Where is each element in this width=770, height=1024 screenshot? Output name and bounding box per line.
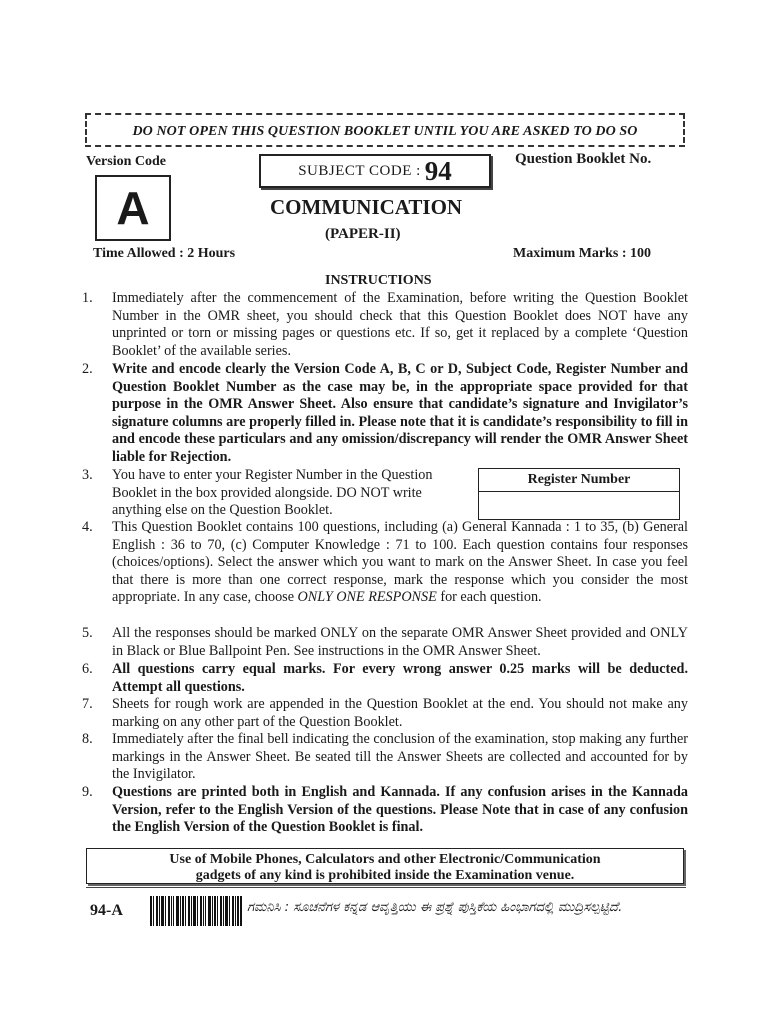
instruction-number: 8. [82,731,93,747]
instruction-item [82,290,688,360]
instruction-item [82,696,688,731]
instructions-heading: INSTRUCTIONS [325,273,432,288]
subject-code-label: SUBJECT CODE : [298,162,421,179]
instruction-item [82,519,688,607]
instruction-number: 2. [82,361,93,377]
warning-banner [85,113,685,147]
instruction-text: All the responses should be marked ONLY on the separate OMR Answer Sheet provided and ONLY in Black or Blue Ballpoint Pen. See instructions in the OMR Answer Sheet. [112,625,688,659]
instruction-number: 4. [82,519,93,535]
instruction-emphasis: ONLY ONE RESPONSE [297,589,437,606]
instruction-item [82,661,688,696]
instruction-item [82,361,688,467]
instruction-text: All questions carry equal marks. For every wrong answer 0.25 marks will be deducted. Attempt all questions. [112,661,688,695]
maximum-marks: Maximum Marks : 100 [513,246,652,261]
version-code-box: A [95,175,171,241]
barcode-icon [150,896,242,926]
mobile-phone-notice [86,848,684,884]
instruction-number: 6. [82,661,93,677]
subject-code-value: 94 [424,155,452,186]
page-subtitle: (PAPER-II) [325,226,401,242]
page-title: COMMUNICATION [270,195,463,219]
instruction-item [82,625,688,660]
instruction-text: Sheets for rough work are appended in the Question Booklet at the end. You should not make any marking on any other part of the Question Booklet. [112,696,688,730]
instruction-text: Immediately after the final bell indicating the conclusion of the examination, stop making any further markings in the Answer Sheet. Be seated till the Answer Sheets are collected and accounted for by the Invigilator. [112,731,688,783]
footer-divider [86,887,686,888]
instruction-text: Write and encode clearly the Version Code A, B, C or D, Subject Code, Register Number and Question Booklet Number as the case may be, in the appropriate space provided for that purpose in the OMR Answer Sheet. Also ensure that candidate’s signature and Invigilator’s signature columns are properly filled in. Please note that it is candidate’s responsibility to fill in and encode these particulars and any omission/discrepancy will render the OMR Answer Sheet liable for Rejection. [112,361,688,465]
time-allowed: Time Allowed : 2 Hours [93,246,236,261]
instruction-text: This Question Booklet contains 100 questions, including (a) General Kannada : 1 to 35, (b) General English : 36 to 70, (c) Computer Knowledge : 71 to 100. Each question contains four responses (choices/options). Select the answer which you want to mark on the Answer Sheet. In case you feel that there is more than one correct response, mark the response which you consider the most appropriate. In any case, choose [112,519,688,606]
instruction-number: 5. [82,625,93,641]
footer-booklet-code: 94-A [90,902,123,919]
instruction-item [82,731,688,784]
kannada-version-note: ಗಮನಿಸಿ : ಸೂಚನೆಗಳ ಕನ್ನಡ ಆವೃತ್ತಿಯು ಈ ಪ್ರಶ್ನೆ ಪುಸ್ತಿಕೆಯ ಹಿಂಭಾಗದಲ್ಲಿ ಮುದ್ರಿಸಲ್ಪಟ್ಟಿದೆ. [247,900,623,915]
register-number-label: Register Number [479,469,679,492]
instruction-number: 9. [82,784,93,800]
instruction-text: Immediately after the commencement of the Examination, before writing the Question Booklet Number in the OMR sheet, you should check that this Question Booklet does NOT have any unprinted or torn or missing pages or questions etc. If so, get it replaced by a complete ‘Question Booklet’ of the available series. [112,290,688,359]
instruction-number: 7. [82,696,93,712]
warning-banner-text: DO NOT OPEN THIS QUESTION BOOKLET UNTIL YOU ARE ASKED TO DO SO [132,124,638,139]
register-number-box[interactable] [478,468,680,520]
notice-line: Use of Mobile Phones, Calculators and other Electronic/Communication [169,852,601,867]
subject-code-box [259,154,491,188]
notice-line: gadgets of any kind is prohibited inside the Examination venue. [195,868,575,883]
instruction-item [82,784,688,837]
instruction-text: for each question. [440,589,542,606]
instruction-text: Questions are printed both in English and Kannada. If any confusion arises in the Kannada Version, refer to the English Version of the questions. Please Note that in case of any confusion the English Version of the Question Booklet is final. [112,784,688,836]
instruction-number: 3. [82,467,93,483]
question-booklet-number-label: Question Booklet No. [515,151,652,167]
instruction-text: You have to enter your Register Number in the Question Booklet in the box provided alongside. DO NOT write anything else on the Question Booklet. [112,467,433,519]
instruction-item [82,467,472,520]
version-code-label: Version Code [86,154,166,169]
instruction-number: 1. [82,290,93,306]
